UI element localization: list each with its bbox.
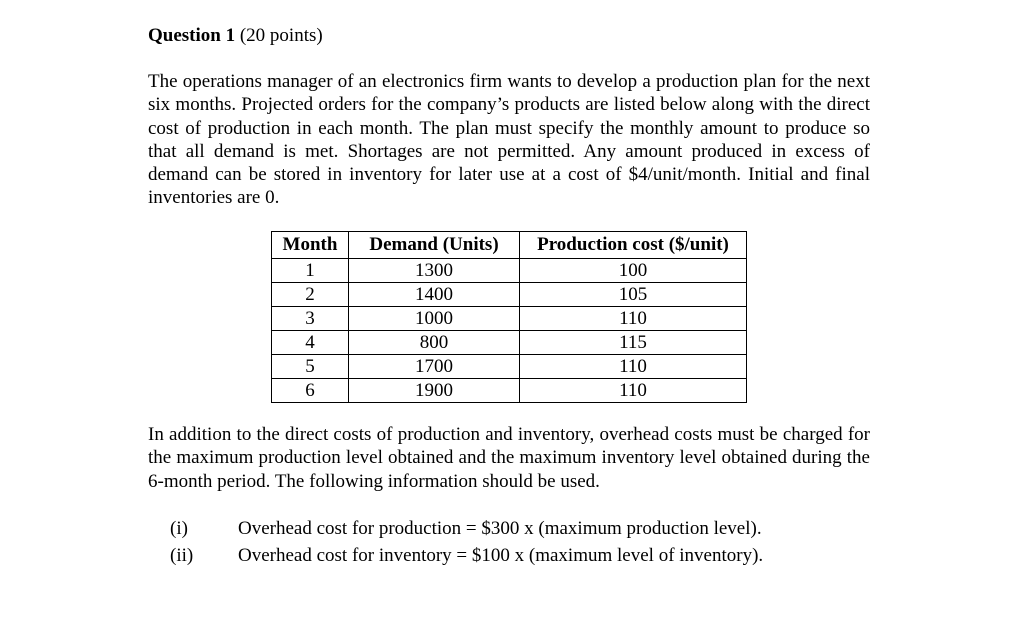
header-month: Month (272, 232, 349, 259)
cell-month: 1 (272, 259, 349, 283)
cell-cost: 100 (520, 259, 747, 283)
cell-month: 6 (272, 379, 349, 403)
table-row (272, 331, 747, 355)
list-item (170, 542, 763, 569)
list-item-number: (ii) (170, 545, 194, 566)
cell-demand: 1700 (349, 355, 520, 379)
cell-cost: 110 (520, 307, 747, 331)
cell-cost: 105 (520, 283, 747, 307)
cell-demand: 1900 (349, 379, 520, 403)
production-table (271, 231, 747, 403)
table-row (272, 379, 747, 403)
cell-demand: 1300 (349, 259, 520, 283)
cell-demand: 1000 (349, 307, 520, 331)
table-row (272, 355, 747, 379)
list-item-number: (i) (170, 518, 188, 539)
table-header-row (272, 232, 747, 259)
list-item-text: Overhead cost for production = $300 x (maximum production level). (238, 518, 762, 539)
cell-cost: 115 (520, 331, 747, 355)
table-row (272, 307, 747, 331)
cell-month: 5 (272, 355, 349, 379)
cell-month: 3 (272, 307, 349, 331)
cell-month: 2 (272, 283, 349, 307)
table-row (272, 259, 747, 283)
intro-paragraph: The operations manager of an electronics firm wants to develop a production plan for the next six months. Projected orders for the company’s products are listed below along with the direct cost of production in each month. The plan must specify the monthly amount to produce so that all demand is met. Shortages are not permitted. Any amount produced in excess of demand can be stored in inventory for later use at a cost of $4/unit/month. Initial and final inventories are 0. (148, 71, 870, 209)
cell-demand: 800 (349, 331, 520, 355)
cell-cost: 110 (520, 379, 747, 403)
question-heading (148, 24, 323, 48)
overhead-paragraph: In addition to the direct costs of production and inventory, overhead costs must be charged for the maximum production level obtained and the maximum inventory level obtained during the 6-month period. The following information should be used. (148, 424, 870, 492)
cell-demand: 1400 (349, 283, 520, 307)
header-production-cost: Production cost ($/unit) (520, 232, 747, 259)
overhead-list (170, 515, 763, 569)
list-item-text: Overhead cost for inventory = $100 x (maximum level of inventory). (238, 545, 764, 566)
list-item (170, 515, 763, 542)
header-demand: Demand (Units) (349, 232, 520, 259)
table-row (272, 283, 747, 307)
question-title: Question 1 (148, 25, 236, 46)
cell-month: 4 (272, 331, 349, 355)
cell-cost: 110 (520, 355, 747, 379)
question-points: (20 points) (239, 25, 323, 46)
